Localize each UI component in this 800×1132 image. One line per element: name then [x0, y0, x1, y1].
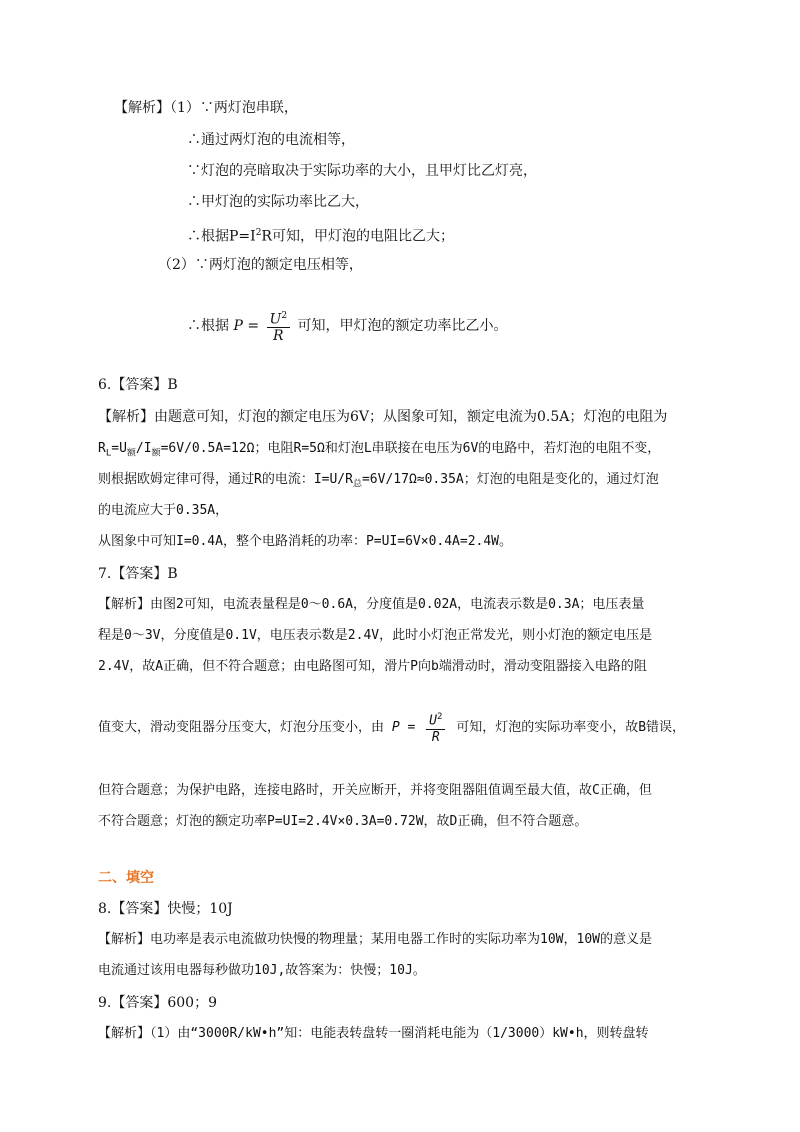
analysis-tag: 【解析】 — [98, 932, 151, 947]
analysis-line: 【解析】电功率是表示电流做功快慢的物理量；某用电器工作时的实际功率为10W，10W的意义是 — [98, 932, 652, 947]
formula-eq: = — [407, 720, 416, 735]
analysis-line: 电流通过该用电器每秒做功10J,故答案为：快慢；10J。 — [98, 963, 426, 978]
analysis-line: 【解析】（1）由“3000R/kW•h”知：电能表转盘转一圈消耗电能为（1/3000）kW•h，则转盘转 — [98, 1026, 649, 1041]
formula-p: P — [233, 318, 243, 334]
analysis-line: 但符合题意；为保护电路，连接电路时，开关应断开，并将变阻器阻值调至最大值，故C正确，但 — [98, 783, 652, 798]
analysis-line: ∴通过两灯泡的电流相等， — [187, 132, 355, 148]
analysis-tag: 【解析】 — [114, 100, 170, 116]
analysis-tag: 【解析】 — [98, 597, 151, 612]
power-formula-fraction: $\frac{U^2}{R}$ — [267, 308, 291, 345]
analysis-line: 2.4V，故A正确，但不符合题意；由电路图可知，滑片P向b端滑动时，滑动变阻器接入电路的阻 — [98, 659, 647, 674]
analysis-line: （2）∵两灯泡的额定电压相等， — [158, 257, 363, 273]
formula-line: ∴根据 P = $\frac{U^2}{R}$ 可知，甲灯泡的额定功率比乙小。 — [187, 306, 508, 346]
formula-p: P — [391, 720, 400, 735]
analysis-line: ∴根据$P=I^2R$可知，甲灯泡的电阻比乙大； — [187, 228, 454, 245]
analysis-line: 的电流应大于0.35A， — [98, 503, 229, 518]
analysis-line: 程是0～3V，分度值是0.1V，电压表示数是2.4V，此时小灯泡正常发光，则小灯泡的额定电压是 — [98, 628, 653, 643]
analysis-line: 【解析】由图2可知，电流表量程是0～0.6A，分度值是0.02A，电流表示数是0.3A；电压表量 — [98, 597, 645, 612]
answer-line: 7.【答案】B — [98, 566, 178, 582]
analysis-line: ∵灯泡的亮暗取决于实际功率的大小，且甲灯比乙灯亮， — [187, 163, 537, 179]
analysis-line: 【解析】由题意可知，灯泡的额定电压为6V；从图象可知，额定电流为0.5A；灯泡的电阻为 — [98, 409, 668, 425]
answer-line: 8.【答案】快慢；10J — [98, 901, 233, 917]
section-heading: 二、填空 — [98, 870, 154, 886]
formula-eq: = — [247, 318, 260, 334]
formula-line: 值变大，滑动变阻器分压变大，灯泡分压变小，由 P = $\frac{U^2}{R}$ 可知，灯泡的实际功率变小，故B错误， — [98, 708, 685, 748]
analysis-line: 从图象中可知I=0.4A，整个电路消耗的功率：P=UI=6V×0.4A=2.4W。 — [98, 534, 513, 549]
analysis-line: ∴甲灯泡的实际功率比乙大， — [187, 194, 369, 210]
analysis-tag: 【解析】 — [98, 409, 154, 425]
analysis-line: 不符合题意；灯泡的额定功率P=UI=2.4V×0.3A=0.72W，故D正确，但不符合题意。 — [98, 814, 588, 829]
analysis-line: $R_L=U_额/I_额=6V/0.5A=12\Omega$；电阻R=5Ω和灯泡L串联接在电压为6V的电路中，若灯泡的电阻不变， — [98, 441, 661, 459]
answer-line: 6.【答案】B — [98, 377, 178, 393]
analysis-line: 则根据欧姆定律可得，通过R的电流：$I=U/R_总=6V/17\Omega\approx 0.35A$；灯泡的电阻是变化的，通过灯泡 — [98, 472, 659, 490]
power-formula-fraction: $\frac{U^2}{R}$ — [426, 709, 445, 746]
analysis-tag: 【解析】 — [98, 1026, 151, 1041]
analysis-line: 【解析】（1）∵两灯泡串联， — [114, 100, 298, 116]
answer-line: 9.【答案】600；9 — [98, 995, 217, 1011]
